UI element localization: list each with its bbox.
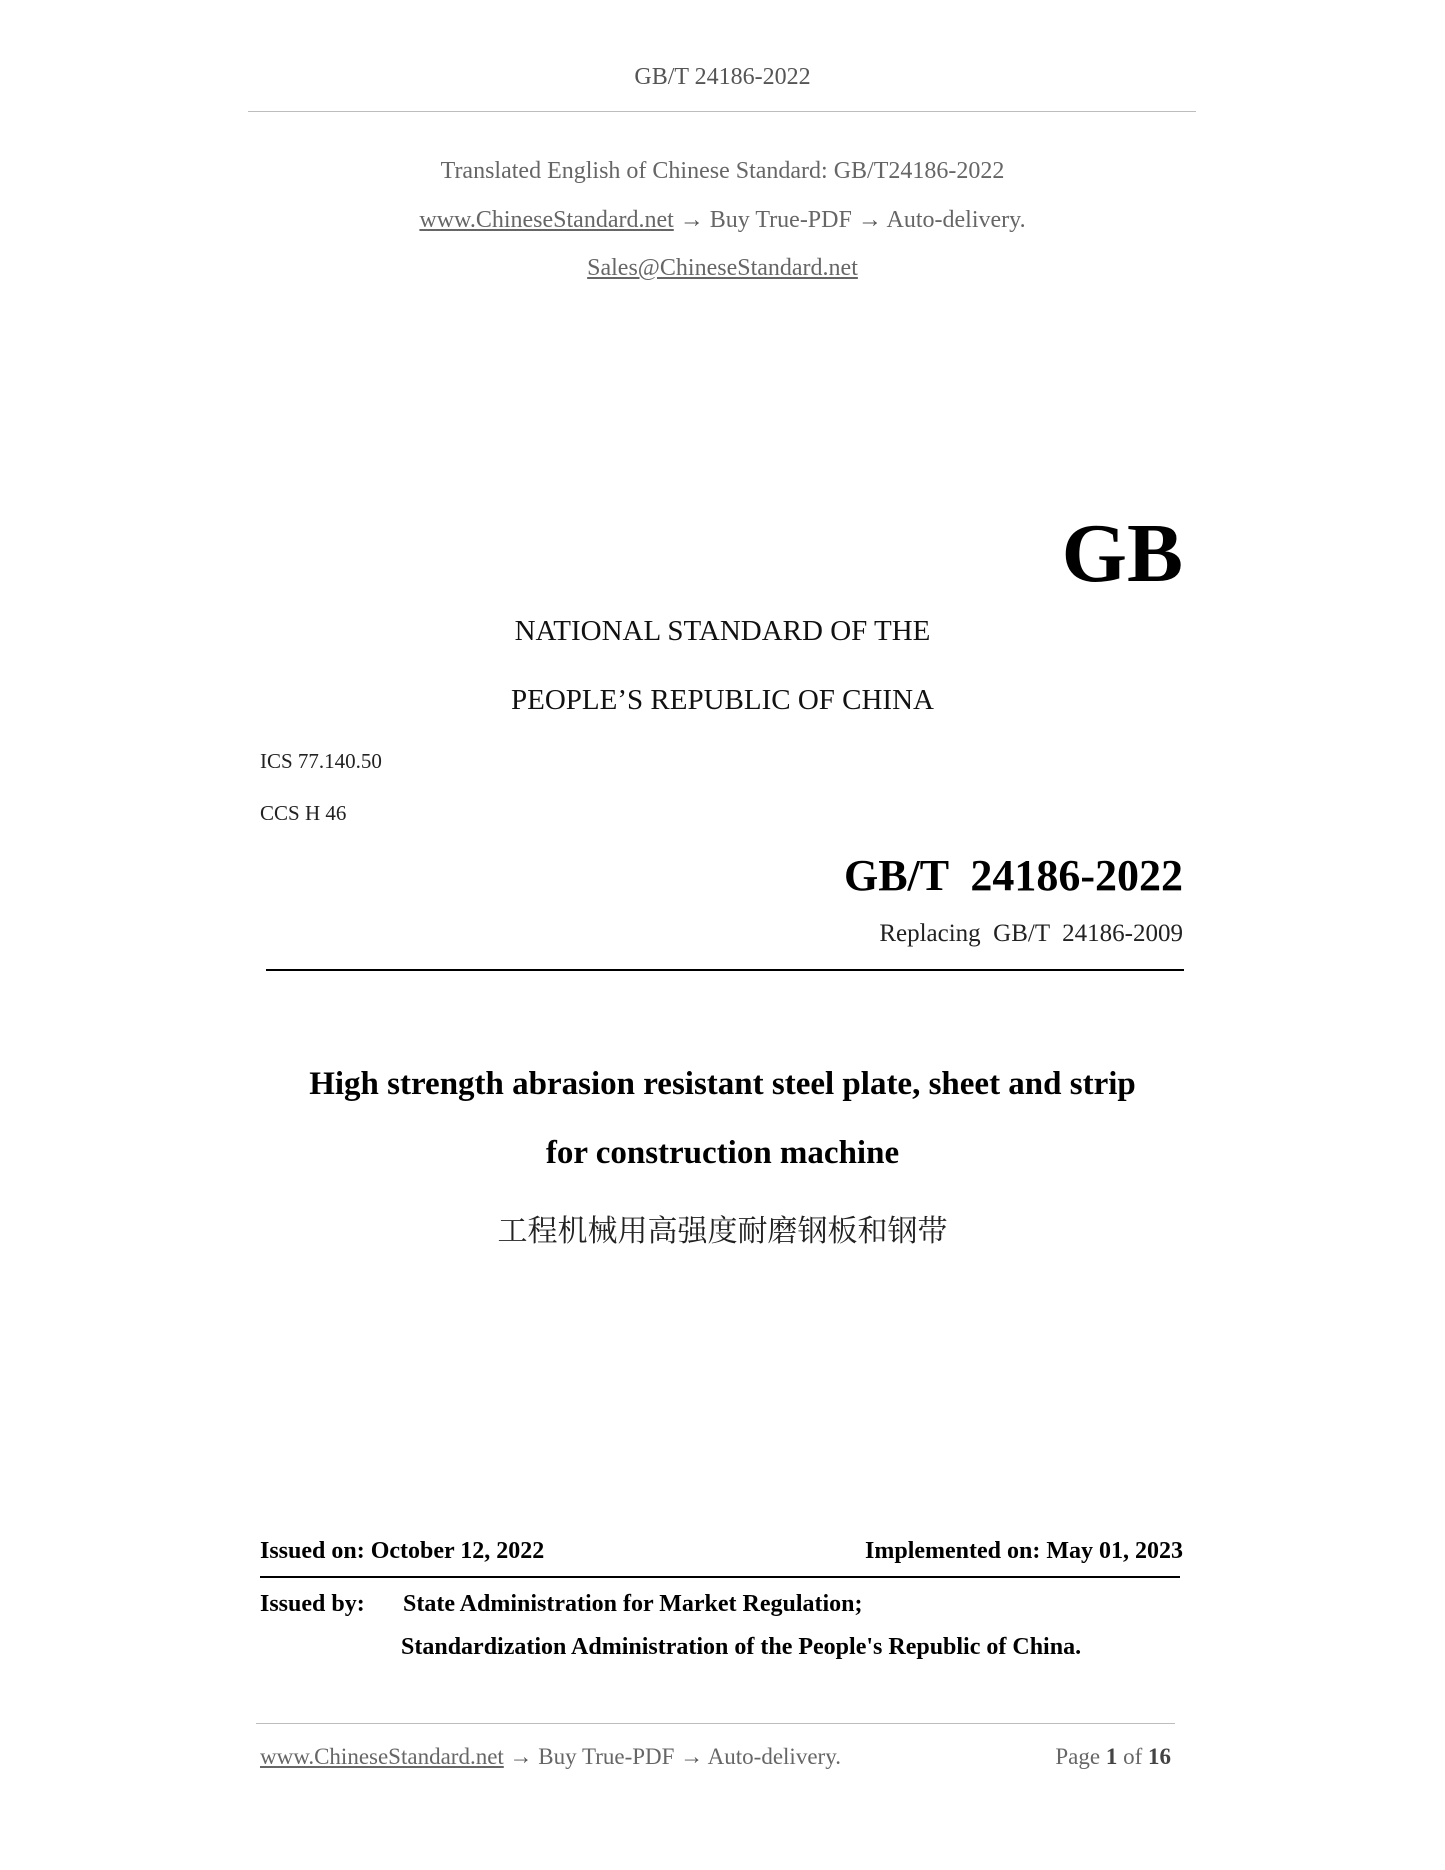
translation-notice: Translated English of Chinese Standard: GB/T24186-2022 bbox=[440, 158, 1005, 184]
footer-promo bbox=[260, 1744, 841, 1770]
ics-code: ICS 77.140.50 bbox=[260, 749, 382, 773]
national-standard-line-1: NATIONAL STANDARD OF THE bbox=[514, 615, 931, 647]
footer-site-link[interactable]: www.ChineseStandard.net bbox=[260, 1744, 504, 1769]
replacing-note: Replacing GB/T 24186-2009 bbox=[879, 920, 1183, 947]
standard-code: GB/T 24186-2022 bbox=[843, 851, 1183, 900]
page-total: 16 bbox=[1148, 1744, 1171, 1769]
footer-divider bbox=[256, 1723, 1175, 1724]
page-indicator bbox=[1055, 1744, 1171, 1770]
footer-auto-delivery-text: Auto-delivery. bbox=[707, 1744, 841, 1769]
arrow-right-icon: → bbox=[680, 1744, 704, 1769]
arrow-right-icon: → bbox=[509, 1744, 533, 1769]
issuer-2: Standardization Administration of the People's Republic of China. bbox=[401, 1634, 1082, 1660]
ccs-code: CCS H 46 bbox=[260, 801, 347, 825]
issue-divider bbox=[260, 1576, 1180, 1578]
auto-delivery-text: Auto-delivery. bbox=[886, 207, 1026, 233]
arrow-right-icon: → bbox=[857, 207, 882, 233]
issued-on-date: Issued on: October 12, 2022 bbox=[260, 1538, 545, 1564]
header-divider bbox=[248, 111, 1196, 112]
of-word: of bbox=[1123, 1744, 1143, 1769]
buy-text: Buy True-PDF bbox=[709, 207, 852, 233]
issuer-1: State Administration for Market Regulation; bbox=[403, 1591, 863, 1617]
arrow-right-icon: → bbox=[679, 207, 704, 233]
national-standard-line-2: PEOPLE’S REPUBLIC OF CHINA bbox=[511, 684, 934, 716]
site-link[interactable]: www.ChineseStandard.net bbox=[419, 207, 674, 233]
document-title-line-2: for construction machine bbox=[545, 1135, 900, 1171]
promo-line bbox=[0, 207, 1445, 234]
running-header: GB/T 24186-2022 bbox=[634, 64, 811, 90]
document-title-line-1: High strength abrasion resistant steel plate, sheet and strip bbox=[309, 1066, 1136, 1102]
gb-mark: GB bbox=[1061, 507, 1183, 600]
title-divider bbox=[266, 969, 1184, 971]
page-word: Page bbox=[1055, 1744, 1101, 1769]
sales-email-link[interactable]: Sales@ChineseStandard.net bbox=[587, 255, 858, 281]
page-number: 1 bbox=[1105, 1744, 1118, 1769]
email-line bbox=[0, 255, 1445, 282]
implemented-on-date: Implemented on: May 01, 2023 bbox=[865, 1538, 1183, 1564]
document-title-chinese: 工程机械用高强度耐磨钢板和钢带 bbox=[497, 1214, 948, 1249]
footer-buy-text: Buy True-PDF bbox=[538, 1744, 675, 1769]
issued-by-label: Issued by: bbox=[260, 1591, 365, 1617]
